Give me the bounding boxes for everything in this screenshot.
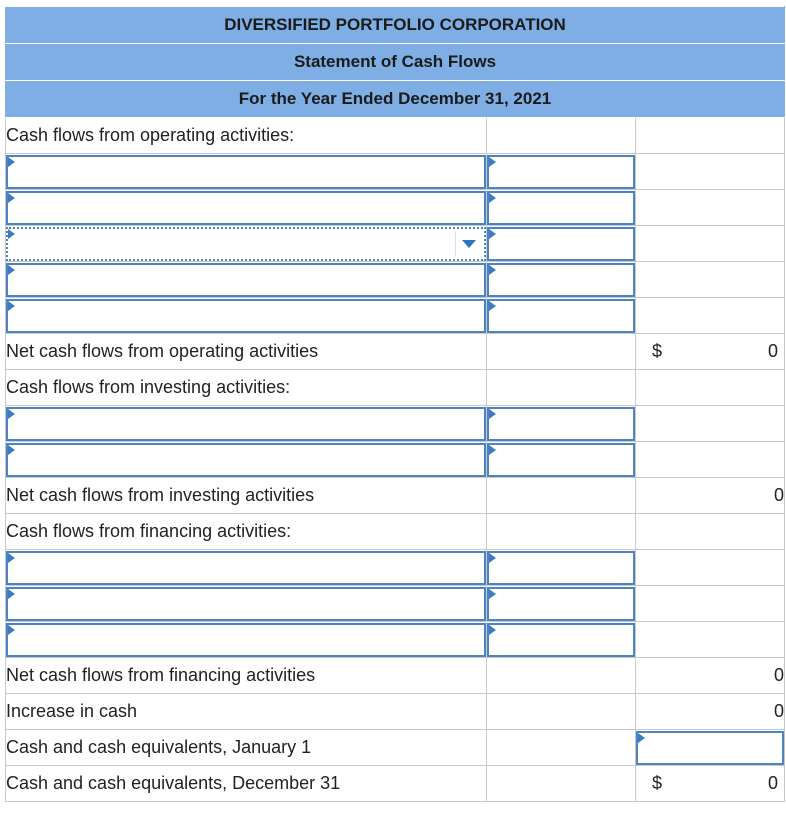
financing-item-1-input[interactable] bbox=[6, 551, 486, 585]
input-flag-icon bbox=[489, 193, 496, 203]
ending-cash-row bbox=[6, 766, 785, 802]
investing-heading: Cash flows from investing activities: bbox=[6, 370, 487, 406]
cash-flow-statement bbox=[5, 6, 784, 802]
operating-amount-3-input[interactable] bbox=[487, 227, 635, 261]
empty-cell bbox=[636, 442, 785, 478]
chevron-down-icon bbox=[462, 240, 476, 248]
input-flag-icon bbox=[489, 589, 496, 599]
empty-cell bbox=[636, 190, 785, 226]
investing-net-label: Net cash flows from investing activities bbox=[6, 478, 487, 514]
operating-net-total bbox=[636, 341, 784, 362]
dropdown-button[interactable] bbox=[455, 231, 482, 257]
investing-net-value: 0 bbox=[636, 478, 785, 514]
ending-cash-total bbox=[636, 773, 784, 794]
input-flag-icon bbox=[638, 733, 645, 743]
financing-net-value: 0 bbox=[636, 658, 785, 694]
input-flag-icon bbox=[489, 265, 496, 275]
input-flag-icon bbox=[8, 301, 15, 311]
header-period-row bbox=[6, 81, 785, 118]
empty-cell bbox=[636, 154, 785, 190]
investing-heading-row bbox=[6, 370, 785, 406]
increase-value: 0 bbox=[636, 694, 785, 730]
operating-net-value: 0 bbox=[768, 341, 779, 361]
cash-flow-table bbox=[5, 6, 785, 802]
empty-cell bbox=[487, 118, 636, 154]
financing-heading: Cash flows from financing activities: bbox=[6, 514, 487, 550]
financing-amount-1-input[interactable] bbox=[487, 551, 635, 585]
beginning-cash-input[interactable] bbox=[636, 731, 784, 765]
empty-cell bbox=[487, 730, 636, 766]
input-flag-icon bbox=[489, 229, 496, 239]
operating-amount-4-input[interactable] bbox=[487, 263, 635, 297]
ending-cash-value: 0 bbox=[768, 773, 779, 793]
operating-amount-1-input[interactable] bbox=[487, 155, 635, 189]
financing-amount-3-input[interactable] bbox=[487, 623, 635, 657]
input-flag-icon bbox=[8, 193, 15, 203]
company-name: DIVERSIFIED PORTFOLIO CORPORATION bbox=[6, 7, 785, 44]
financing-amount-2-input[interactable] bbox=[487, 587, 635, 621]
empty-cell bbox=[487, 334, 636, 370]
operating-item-2-input[interactable] bbox=[6, 191, 486, 225]
empty-cell bbox=[636, 586, 785, 622]
operating-item-1-input[interactable] bbox=[6, 155, 486, 189]
ending-cash-label: Cash and cash equivalents, December 31 bbox=[6, 766, 487, 802]
financing-input-row bbox=[6, 550, 785, 586]
investing-amount-2-input[interactable] bbox=[487, 443, 635, 477]
input-flag-icon bbox=[489, 157, 496, 167]
empty-cell bbox=[487, 514, 636, 550]
operating-heading: Cash flows from operating activities: bbox=[6, 118, 487, 154]
statement-title: Statement of Cash Flows bbox=[6, 44, 785, 81]
operating-amount-2-input[interactable] bbox=[487, 191, 635, 225]
empty-cell bbox=[636, 262, 785, 298]
empty-cell bbox=[487, 478, 636, 514]
currency-symbol: $ bbox=[652, 773, 663, 793]
input-flag-icon bbox=[8, 157, 15, 167]
operating-item-3-select[interactable] bbox=[6, 227, 486, 261]
beginning-cash-label: Cash and cash equivalents, January 1 bbox=[6, 730, 487, 766]
empty-cell bbox=[636, 514, 785, 550]
header-company-row bbox=[6, 7, 785, 44]
financing-item-2-input[interactable] bbox=[6, 587, 486, 621]
investing-input-row bbox=[6, 442, 785, 478]
currency-symbol: $ bbox=[652, 341, 663, 361]
financing-net-label: Net cash flows from financing activities bbox=[6, 658, 487, 694]
financing-input-row bbox=[6, 586, 785, 622]
investing-net-row bbox=[6, 478, 785, 514]
empty-cell bbox=[636, 550, 785, 586]
header-statement-row bbox=[6, 44, 785, 81]
empty-cell bbox=[636, 370, 785, 406]
investing-item-2-input[interactable] bbox=[6, 443, 486, 477]
operating-amount-5-input[interactable] bbox=[487, 299, 635, 333]
operating-input-row bbox=[6, 154, 785, 190]
empty-cell bbox=[636, 118, 785, 154]
input-flag-icon bbox=[489, 625, 496, 635]
operating-input-row bbox=[6, 190, 785, 226]
input-flag-icon bbox=[8, 625, 15, 635]
empty-cell bbox=[636, 622, 785, 658]
beginning-cash-row bbox=[6, 730, 785, 766]
increase-label: Increase in cash bbox=[6, 694, 487, 730]
financing-heading-row bbox=[6, 514, 785, 550]
financing-net-row bbox=[6, 658, 785, 694]
input-flag-icon bbox=[8, 409, 15, 419]
investing-item-1-input[interactable] bbox=[6, 407, 486, 441]
empty-cell bbox=[487, 766, 636, 802]
empty-cell bbox=[487, 370, 636, 406]
empty-cell bbox=[636, 298, 785, 334]
financing-item-3-input[interactable] bbox=[6, 623, 486, 657]
operating-item-4-input[interactable] bbox=[6, 263, 486, 297]
input-flag-icon bbox=[8, 265, 15, 275]
operating-input-row bbox=[6, 226, 785, 262]
input-flag-icon bbox=[489, 409, 496, 419]
statement-period: For the Year Ended December 31, 2021 bbox=[6, 81, 785, 118]
investing-amount-1-input[interactable] bbox=[487, 407, 635, 441]
input-flag-icon bbox=[489, 445, 496, 455]
input-flag-icon bbox=[8, 553, 15, 563]
financing-input-row bbox=[6, 622, 785, 658]
empty-cell bbox=[636, 226, 785, 262]
operating-input-row bbox=[6, 262, 785, 298]
input-flag-icon bbox=[8, 445, 15, 455]
investing-input-row bbox=[6, 406, 785, 442]
empty-cell bbox=[487, 694, 636, 730]
increase-row bbox=[6, 694, 785, 730]
input-flag-icon bbox=[8, 229, 15, 239]
input-flag-icon bbox=[489, 553, 496, 563]
input-flag-icon bbox=[8, 589, 15, 599]
empty-cell bbox=[636, 406, 785, 442]
operating-input-row bbox=[6, 298, 785, 334]
operating-net-row bbox=[6, 334, 785, 370]
input-flag-icon bbox=[489, 301, 496, 311]
operating-item-5-input[interactable] bbox=[6, 299, 486, 333]
operating-net-label: Net cash flows from operating activities bbox=[6, 334, 487, 370]
operating-heading-row bbox=[6, 118, 785, 154]
empty-cell bbox=[487, 658, 636, 694]
